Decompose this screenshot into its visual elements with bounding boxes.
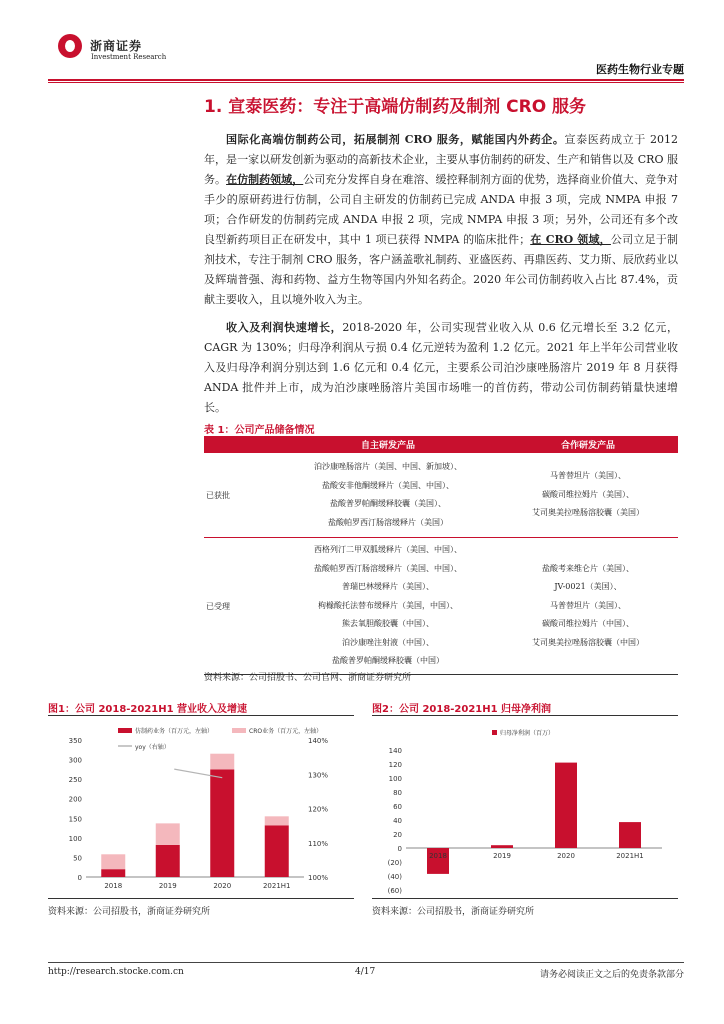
footer-url[interactable]: http://research.stocke.com.cn xyxy=(48,967,184,977)
logo-icon xyxy=(58,34,82,58)
legend-label: CRO业务（百万元，左轴） xyxy=(249,728,323,735)
table-cell-own xyxy=(278,538,498,675)
y2-tick-label: 130% xyxy=(308,771,329,780)
y-tick-label: 140 xyxy=(388,747,402,755)
table-source: 资料来源：公司招股书、公司官网、浙商证券研究所 xyxy=(204,673,412,683)
y-tick-label: 100 xyxy=(388,775,402,783)
header-divider-thin xyxy=(48,82,684,83)
paragraph-underline: 在仿制药领域， xyxy=(226,173,304,186)
y-tick-label: 250 xyxy=(68,776,82,785)
footer-disclaimer: 请务必阅读正文之后的免责条款部分 xyxy=(539,970,684,980)
table-header xyxy=(204,436,278,453)
product-table xyxy=(204,436,678,675)
list-item: 艾司奥美拉唑肠溶胶囊（美国） xyxy=(532,508,644,518)
fig2-source: 资料来源：公司招股书，浙商证券研究所 xyxy=(372,907,535,917)
list-item: 碳酸司维拉姆片（美国）、 xyxy=(542,489,634,499)
y2-tick-label: 120% xyxy=(308,805,329,814)
x-tick-label: 2020 xyxy=(557,852,575,860)
table-row xyxy=(204,538,678,675)
revenue-chart xyxy=(48,716,354,898)
list-item: 普瑞巴林缓释片（美国）、 xyxy=(342,582,434,592)
bar xyxy=(265,825,289,877)
bar xyxy=(265,816,289,825)
y2-tick-label: 140% xyxy=(308,737,329,745)
section-title: 1. 宣泰医药：专注于高端仿制药及制剂 CRO 服务 xyxy=(204,97,587,117)
paragraph-1 xyxy=(204,130,678,310)
bar xyxy=(156,845,180,877)
y-tick-label: (20) xyxy=(387,859,402,867)
legend-label: yoy（右轴） xyxy=(135,744,170,751)
company-name: 浙商证券 xyxy=(90,39,143,53)
list-item: JV-0021（美国）、 xyxy=(554,582,622,592)
x-tick-label: 2020 xyxy=(213,882,232,890)
y-tick-label: 20 xyxy=(393,831,402,839)
list-item: 枸橼酸托法替布缓释片（美国，中国）、 xyxy=(318,600,458,610)
bar xyxy=(156,823,180,845)
x-tick-label: 2019 xyxy=(493,852,511,860)
paragraph-text: 宣泰医药成立于 2012 年，是一家以研发创新为驱动的高新技术企业，主要从事仿制药的研发、生产和销售以及 CRO 服务。 xyxy=(204,133,678,186)
x-tick-label: 2018 xyxy=(104,882,123,890)
profit-chart xyxy=(372,716,678,898)
bar xyxy=(101,869,125,877)
legend-swatch xyxy=(232,728,246,733)
bar xyxy=(619,822,641,848)
paragraph-underline: 在 CRO 领域， xyxy=(530,233,611,246)
y-tick-label: 150 xyxy=(68,815,82,824)
y-tick-label: (40) xyxy=(387,873,402,881)
list-item: 马普替坦片（美国）、 xyxy=(550,600,626,610)
fig1-title: 图1：公司 2018-2021H1 营业收入及增速 xyxy=(48,704,248,715)
header-divider xyxy=(48,79,684,81)
list-item: 马普替坦片（美国）、 xyxy=(550,471,626,481)
y-tick-label: 100 xyxy=(68,834,82,843)
paragraph-text: 2018-2020 年，公司实现营业收入从 0.6 亿元增长至 3.2 亿元，CAGR 为 130%；归母净利润从亏损 0.4 亿元逆转为盈利 1.2 亿元。2021 年上半年公司营业收入及归母净利润分别达到 1.6 亿元和 0.4 亿元，主要系公司泊沙康唑肠溶片 2019 年 8 月获得 ANDA 批件并上市，成为泊沙康唑肠溶片美国市场唯一的首仿药，带动公司仿制药销量快速增长。 xyxy=(204,321,678,414)
fig2-frame xyxy=(372,715,678,899)
table-row xyxy=(204,453,678,538)
table-title: 表 1：公司产品储备情况 xyxy=(204,425,315,436)
paragraph-text: 公司立足于制剂技术，专注于制剂 CRO 服务，客户涵盖歌礼制药、亚盛医药、再鼎医药、艾力斯、辰欣药业以及辉瑞普强、海和药物、益方生物等国内外知名药企。2020 年公司仿制药收入占比 87.4%，贡献主要收入，且以境外收入为主。 xyxy=(204,233,679,306)
y-tick-label: 40 xyxy=(393,817,402,825)
legend-swatch xyxy=(492,730,497,735)
x-tick-label: 2019 xyxy=(158,882,177,890)
list-item: 盐酸帕罗西汀肠溶缓释片（美国、中国）、 xyxy=(314,563,462,573)
bar xyxy=(555,763,577,848)
y-tick-label: 0 xyxy=(77,874,82,882)
y-tick-label: 60 xyxy=(393,803,402,811)
bar xyxy=(101,854,125,869)
list-item: 泊沙康唑注射液（中国）、 xyxy=(342,637,434,647)
list-item: 熊去氧胆酸胶囊（中国）、 xyxy=(342,619,434,629)
page-number: 4/17 xyxy=(355,967,376,977)
company-name-en: Investment Research xyxy=(91,53,167,61)
y-tick-label: 0 xyxy=(397,845,402,853)
y-tick-label: 50 xyxy=(73,854,82,863)
paragraph-text: 公司充分发挥自身在难溶、缓控释制剂方面的优势，选择商业价值大、竞争对手少的原研药进行仿制，公司自主研发的仿制药已完成 ANDA 申报 3 项，完成 NMPA 申报 7 项；合作研发的仿制药完成 ANDA 申报 2 项，完成 NMPA 申报 3 项；另外，公司还有多个改良型新药项目正在研发中，其中 1 项已获得 NMPA 的临床批件； xyxy=(204,173,679,246)
list-item: 泊沙康唑肠溶片（美国、中国、新加坡）、 xyxy=(314,462,462,471)
footer-divider xyxy=(48,962,684,963)
bar xyxy=(491,845,513,848)
x-tick-label: 2018 xyxy=(429,852,447,860)
x-tick-label: 2021H1 xyxy=(616,852,644,860)
table-header: 自主研发产品 xyxy=(278,436,498,453)
paragraph-lead: 收入及利润快速增长， xyxy=(226,321,343,334)
table-cell-partner xyxy=(498,538,678,675)
fig1-source: 资料来源：公司招股书，浙商证券研究所 xyxy=(48,907,211,917)
legend-label: 仿制药业务（百万元，左轴） xyxy=(135,728,214,735)
y-tick-label: (60) xyxy=(387,887,402,895)
fig1-frame xyxy=(48,715,354,899)
legend-swatch xyxy=(118,728,132,733)
list-item: 盐酸考来维仑片（美国）、 xyxy=(542,563,634,573)
list-item: 碳酸司维拉姆片（中国）、 xyxy=(542,619,634,629)
list-item: 盐酸帕罗西汀肠溶缓释片（美国） xyxy=(328,517,448,527)
list-item: 西格列汀二甲双胍缓释片（美国、中国）、 xyxy=(314,545,462,555)
y-tick-label: 300 xyxy=(68,756,82,765)
paragraph-lead: 国际化高端仿制药公司，拓展制剂 CRO 服务，赋能国内外药企。 xyxy=(226,133,565,146)
paragraph-2 xyxy=(204,318,678,418)
bar xyxy=(210,754,234,770)
report-section: 医药生物行业专题 xyxy=(596,63,684,76)
legend-label: 归母净利润（百万） xyxy=(500,730,555,737)
table-cell-category: 已受理 xyxy=(204,538,278,675)
list-item: 盐酸普罗帕酮缓释胶囊（中国） xyxy=(332,656,444,666)
table-cell-category: 已获批 xyxy=(204,453,278,538)
list-item: 盐酸普罗帕酮缓释胶囊（美国）、 xyxy=(330,499,446,508)
table-cell-partner xyxy=(498,453,678,538)
table-header: 合作研发产品 xyxy=(498,436,678,453)
y-tick-label: 200 xyxy=(68,795,82,804)
bar xyxy=(210,769,234,877)
y-tick-label: 350 xyxy=(68,737,82,745)
y2-tick-label: 110% xyxy=(308,839,329,848)
y2-tick-label: 100% xyxy=(308,874,329,882)
list-item: 艾司奥美拉唑肠溶胶囊（中国） xyxy=(532,637,644,647)
y-tick-label: 120 xyxy=(388,761,402,769)
fig2-title: 图2：公司 2018-2021H1 归母净利润 xyxy=(372,704,552,715)
y-tick-label: 80 xyxy=(393,789,402,797)
list-item: 盐酸安非他酮缓释片（美国、中国）、 xyxy=(322,480,454,490)
table-cell-own xyxy=(278,453,498,538)
x-tick-label: 2021H1 xyxy=(262,882,291,890)
